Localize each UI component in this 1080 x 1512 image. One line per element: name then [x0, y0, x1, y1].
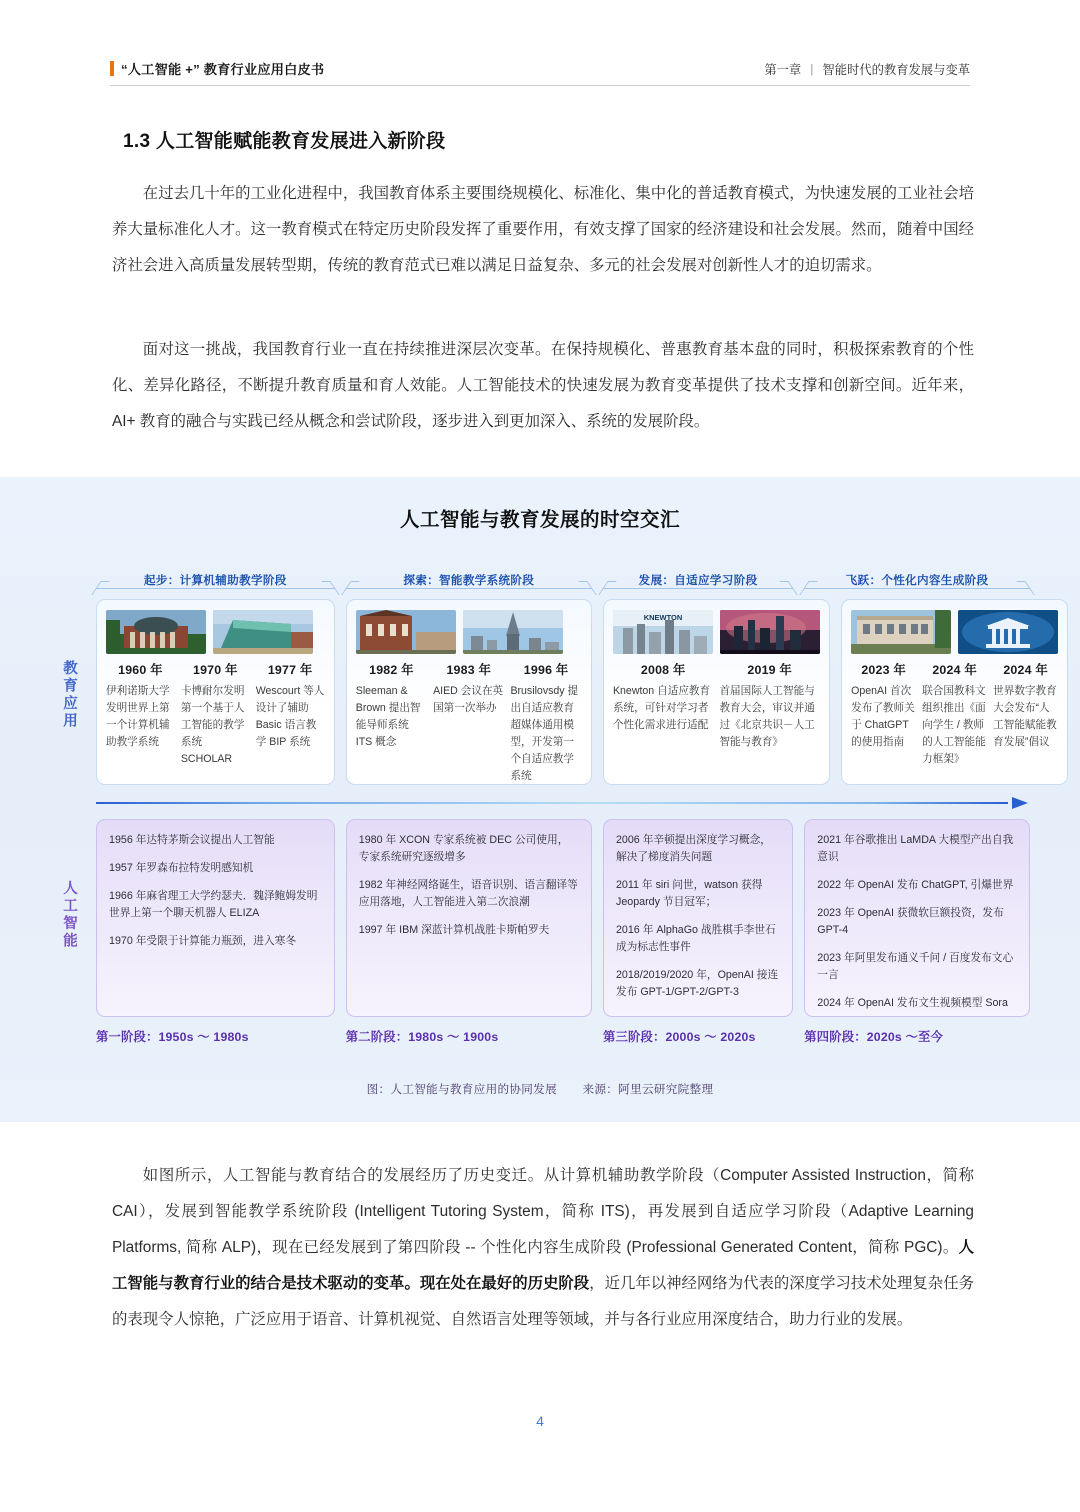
event-year: 1982 年 — [369, 663, 414, 677]
phase-label-row — [96, 1025, 1028, 1047]
header-right — [764, 60, 970, 78]
ai-card-2 — [346, 819, 592, 1017]
svg-text:KNEWTON: KNEWTON — [643, 613, 683, 622]
thumbnail-row — [851, 610, 1058, 654]
side-label-education: 教育应用 — [61, 660, 77, 730]
event-year: 1960 年 — [118, 663, 163, 677]
page-header — [110, 52, 970, 86]
phase-label: 第二阶段：1980s ～ 1900s — [345, 1030, 499, 1044]
stage-bracket-right-icon — [779, 581, 797, 595]
event-row — [851, 660, 1058, 776]
paragraph-3-part-a: 如图所示，人工智能与教育结合的发展经历了历史变迁。从计算机辅助教学阶段（Computer Assisted Instruction，简称 CAI），发展到智能教学系统阶段 (Intelligent Tutoring System，简称 ITS)，再发展到自适应学习阶段（Adaptive Learning Platforms, 简称 ALP)，现在已经发展到了第四阶段 -- 个性化内容生成阶段 (Professional Generated Content，简称 PGC)。 — [112, 1167, 974, 1256]
stage-label: 起步：计算机辅助教学阶段 — [143, 574, 287, 587]
phase-label: 第四阶段：2020s ～至今 — [804, 1030, 944, 1044]
event-description: 首届国际人工智能与教育大会，审议并通过《北京共识－人工智能与教育》 — [719, 685, 815, 748]
education-card-4 — [841, 599, 1068, 785]
event-description: OpenAI 首次发布了教师关于 ChatGPT 的使用指南 — [851, 685, 915, 748]
stage-header-4 — [804, 567, 1030, 593]
education-event-1 — [613, 660, 714, 776]
event-year: 2008 年 — [640, 663, 686, 677]
education-event-1 — [106, 660, 175, 776]
ai-event-2: 1982 年神经网络诞生，语音识别、语言翻译等应用落地，人工智能进入第二次浪潮 — [358, 879, 578, 908]
body-paragraph-2: 面对这一挑战，我国教育行业一直在持续推进深层次变革。在保持规模化、普惠教育基本盘的同时，积极探索教育的个性化、差异化路径，不断提升教育质量和育人效能。人工智能技术的快速发展为教育变革提供了技术支撑和创新空间。近年来，AI+ 教育的融合与实践已经从概念和尝试阶段，逐步进入到更加深入、系统的发展阶段。 — [112, 341, 974, 430]
figure-caption-source: 来源：阿里云研究院整理 — [582, 1083, 714, 1096]
stage-bracket-right-icon — [321, 581, 339, 595]
openai-headquarters-building-photo — [851, 610, 951, 654]
phase-3 — [603, 1025, 793, 1047]
event-row — [356, 660, 582, 785]
body-paragraph-3 — [112, 1158, 974, 1338]
ai-card-band — [96, 819, 1028, 1017]
education-event-2 — [922, 660, 987, 776]
event-description: 联合国教科文组织推出《面向学生 / 教师的人工智能能力框架》 — [922, 685, 986, 765]
ai-event-1: 1980 年 XCON 专家系统被 DEC 公司使用，专家系统研究逐级增多 — [358, 834, 569, 863]
chapter-title: 智能时代的教育发展与变革 — [822, 62, 970, 77]
timeline-arrow-line — [96, 802, 1008, 804]
ai-event-2: 2011 年 siri 问世，watson 获得 Jeopardy 节目冠军； — [615, 879, 763, 908]
side-label-ai: 人工智能 — [61, 880, 77, 950]
stage-header-3 — [603, 567, 793, 593]
stage-label: 飞跃：个性化内容生成阶段 — [845, 574, 989, 587]
education-event-2 — [433, 660, 504, 785]
phase-4 — [804, 1025, 1030, 1047]
education-event-3 — [993, 660, 1058, 776]
stage-bracket-left-icon — [91, 581, 109, 595]
stage-label: 探索：智能教学系统阶段 — [403, 574, 535, 587]
education-card-2 — [346, 599, 592, 785]
stage-bracket-left-icon — [800, 581, 818, 595]
event-year: 2024 年 — [932, 663, 977, 677]
figure-title: 人工智能与教育发展的时空交汇 — [399, 509, 680, 531]
event-description: AIED 会议在英国第一次举办 — [433, 685, 504, 714]
event-description: Knewton 自适应教育系统，可针对学习者个性化需求进行适配 — [612, 685, 711, 731]
thumbnail-row — [106, 610, 325, 654]
stage-label: 发展：自适应学习阶段 — [638, 574, 758, 587]
ai-event-4: 2023 年阿里发布通义千问 / 百度发布文心一言 — [817, 952, 1014, 981]
body-paragraph-1: 在过去几十年的工业化进程中，我国教育体系主要围绕规模化、标准化、集中化的普适教育模式，为快速发展的工业社会培养大量标准化人才。这一教育模式在特定历史阶段发挥了重要作用，有效支撑了国家的经济建设和社会发展。然而，随着中国经济社会进入高质量发展转型期，传统的教育范式已难以满足日益复杂、多元的社会发展对创新性人才的迫切需求。 — [112, 185, 974, 274]
event-description: 伊利诺斯大学发明世界上第一个计算机辅助教学系统 — [106, 685, 170, 748]
ai-card-3 — [603, 819, 793, 1017]
event-description: Wescourt 等人设计了辅助 Basic 语言教学 BIP 系统 — [255, 685, 325, 748]
stage-bracket-left-icon — [341, 581, 359, 595]
thumbnail-row — [356, 610, 582, 654]
header-left — [110, 59, 324, 78]
ai-event-1: 2021 年谷歌推出 LaMDA 大模型产出自我意识 — [817, 834, 1014, 863]
event-year: 1996 年 — [523, 663, 569, 677]
knewton-logo-cityscape-photo — [613, 610, 713, 654]
event-row — [613, 660, 820, 776]
ai-event-4: 1970 年受限于计算能力瓶颈，进入寒冬 — [109, 935, 297, 947]
header-separator: | — [810, 61, 814, 76]
victorian-brick-building-photo — [356, 610, 456, 654]
ai-event-3: 1966 年麻省理工大学约瑟夫．魏泽鲍姆发明世界上第一个聊天机器人 ELIZA — [109, 890, 318, 919]
paragraph-3-bold: 人工智能与教育行业的结合是技术驱动的变革。现在处在最好的历史阶段 — [112, 1239, 974, 1292]
timeline-figure — [0, 477, 1080, 1122]
section-heading: 1.3 人工智能赋能教育发展进入新阶段 — [123, 131, 446, 152]
orange-bar-icon — [110, 61, 114, 76]
stage-header-1 — [96, 567, 335, 593]
event-description: Sleeman & Brown 提出智能导师系统 ITS 概念 — [355, 685, 421, 748]
education-event-3 — [256, 660, 325, 776]
event-row — [106, 660, 325, 776]
ai-event-5: 2024 年 OpenAI 发布文生视频模型 Sora — [817, 997, 1008, 1009]
ai-card-4 — [804, 819, 1030, 1017]
figure-caption-text: 图：人工智能与教育应用的协同发展 — [366, 1083, 557, 1096]
education-card-1 — [96, 599, 335, 785]
education-event-2 — [719, 660, 820, 776]
ai-event-4: 2018/2019/2020 年，OpenAI 接连发布 GPT-1/GPT-2/GPT-3 — [615, 969, 779, 998]
phase-2 — [346, 1025, 592, 1047]
education-event-3 — [510, 660, 581, 785]
event-year: 2024 年 — [1003, 663, 1048, 677]
modern-glass-building-photo — [213, 610, 313, 654]
event-description: Brusilovsdy 提出自适应教育超媒体通用模型，开发第一个自适应教学系统 — [510, 685, 579, 782]
timeline-arrow — [96, 797, 1028, 809]
unesco-classical-emblem-photo — [958, 610, 1058, 654]
education-card-3 — [603, 599, 830, 785]
event-year: 1970 年 — [192, 663, 238, 677]
whitepaper-title: “人工智能 +” 教育行业应用白皮书 — [121, 62, 325, 77]
page-number: 4 — [536, 1413, 544, 1429]
timeline-arrow-head-icon — [1012, 797, 1028, 809]
education-event-2 — [181, 660, 250, 776]
event-description: 卡博耐尔发明第一个基于人工智能的教学系统 SCHOLAR — [180, 685, 245, 765]
education-event-1 — [356, 660, 427, 785]
stage-header-2 — [346, 567, 592, 593]
stage-bracket-right-icon — [578, 581, 596, 595]
ai-event-2: 1957 年罗森布拉特发明感知机 — [109, 862, 254, 874]
thumbnail-row — [613, 610, 820, 654]
ai-card-1 — [96, 819, 335, 1017]
beijing-skyline-sunset-photo — [720, 610, 820, 654]
education-event-1 — [851, 660, 916, 776]
stage-bracket-left-icon — [598, 581, 616, 595]
phase-label: 第一阶段：1950s ～ 1980s — [96, 1030, 249, 1044]
education-card-band — [96, 599, 1057, 785]
ai-event-1: 1956 年达特茅斯会议提出人工智能 — [109, 834, 275, 846]
phase-1 — [96, 1025, 335, 1047]
ai-event-3: 2016 年 AlphaGo 战胜棋手李世石成为标志性事件 — [615, 924, 776, 953]
chapter-number: 第一章 — [764, 62, 802, 77]
ai-event-1: 2006 年辛顿提出深度学习概念，解决了梯度消失问题 — [615, 834, 771, 863]
ai-event-3: 1997 年 IBM 深蓝计算机战胜卡斯帕罗夫 — [358, 924, 550, 936]
event-year: 2023 年 — [861, 663, 906, 677]
stage-bracket-right-icon — [1016, 581, 1034, 595]
phase-label: 第三阶段：2000s ～ 2020s — [602, 1030, 756, 1044]
university-dome-building-photo — [106, 610, 206, 654]
ai-event-2: 2022 年 OpenAI 发布 ChatGPT, 引爆世界 — [817, 879, 1014, 891]
stage-header-row — [96, 567, 1028, 593]
paragraph-3-part-c: ，近几年以神经网络为代表的深度学习技术处理复杂任务的表现令人惊艳，广泛应用于语音、计算机视觉、自然语言处理等领域，并与各行业应用深度结合，助力行业的发展。 — [112, 1275, 974, 1328]
event-year: 2019 年 — [747, 663, 793, 677]
ai-event-3: 2023 年 OpenAI 获微软巨额投资，发布 GPT-4 — [817, 907, 1004, 936]
event-year: 1977 年 — [267, 663, 313, 677]
event-description: 世界数字教育大会发布“人工智能赋能教育发展”倡议 — [993, 685, 1057, 748]
event-year: 1983 年 — [446, 663, 492, 677]
figure-caption — [0, 1081, 1080, 1097]
city-tower-skyline-photo — [463, 610, 563, 654]
